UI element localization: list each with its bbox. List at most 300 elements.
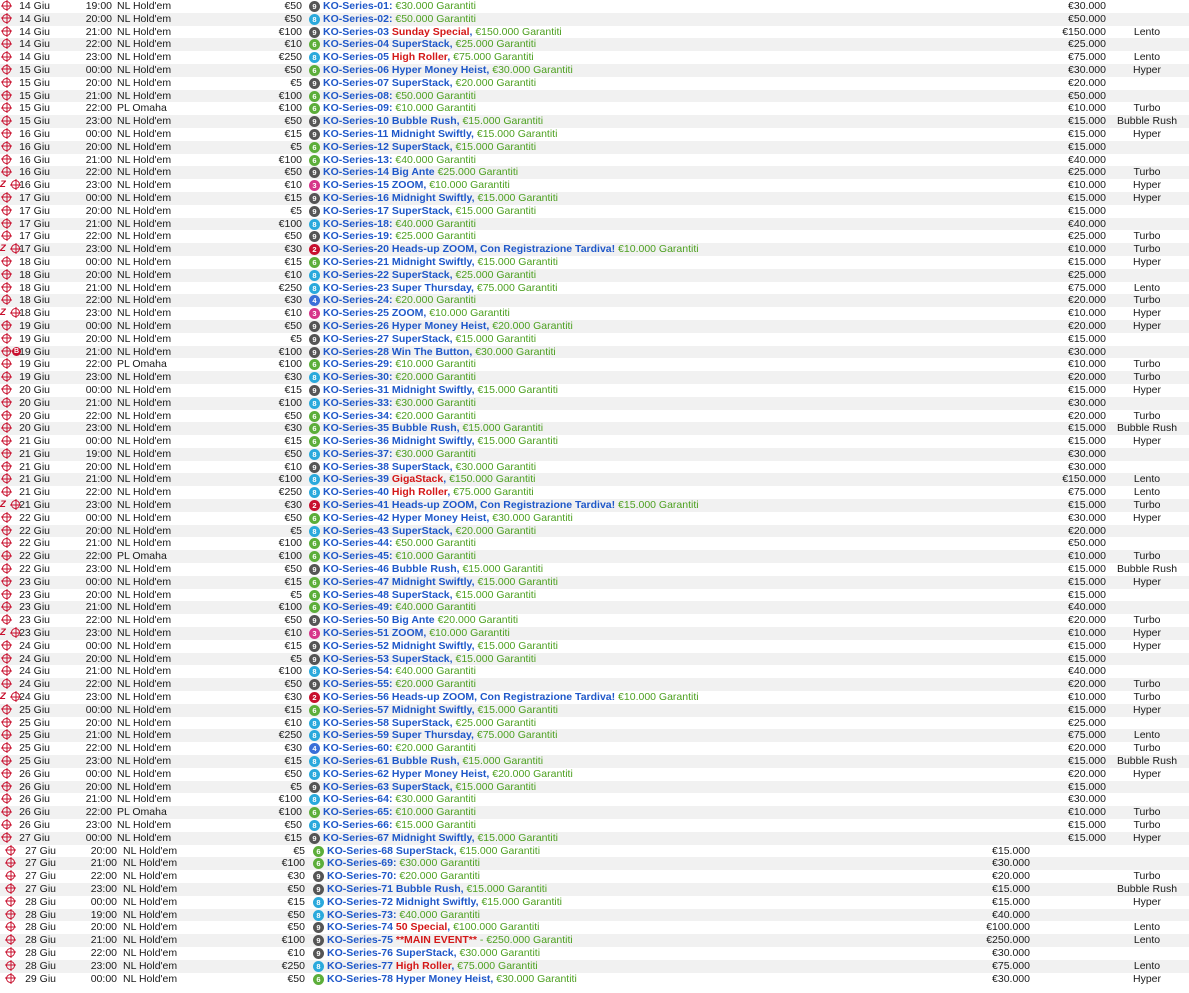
tournament-id[interactable]: KO-Series-76 bbox=[327, 946, 393, 959]
tournament-special[interactable]: **MAIN EVENT** bbox=[395, 934, 477, 947]
tournament-special[interactable]: SuperStack bbox=[391, 524, 450, 537]
tournament-special[interactable]: SuperStack bbox=[391, 38, 450, 51]
tournament-id[interactable]: KO-Series-40 bbox=[323, 486, 389, 499]
tournament-special[interactable]: SuperStack bbox=[391, 332, 450, 345]
tournament-id[interactable]: KO-Series-39 bbox=[323, 473, 389, 486]
tournament-id[interactable]: KO-Series-77 bbox=[327, 959, 393, 972]
tournament-special[interactable]: Midnight Swiftly bbox=[395, 895, 476, 908]
tournament-name-link[interactable] bbox=[323, 589, 536, 602]
game-cell: NL Hold'em bbox=[117, 601, 172, 614]
date-cell: 22 Giu bbox=[19, 524, 50, 537]
tournament-name-link[interactable] bbox=[323, 499, 699, 512]
tournament-special[interactable]: Heads-up ZOOM, Con Registrazione Tardiva! bbox=[391, 243, 616, 256]
tournament-id[interactable]: KO-Series-42 bbox=[323, 511, 389, 524]
table-row[interactable] bbox=[0, 64, 1189, 77]
tournament-name-link[interactable] bbox=[323, 205, 536, 218]
table-row[interactable] bbox=[0, 512, 1189, 525]
tournament-name-link[interactable] bbox=[327, 857, 480, 870]
table-row[interactable] bbox=[0, 435, 1189, 448]
table-row[interactable] bbox=[0, 678, 1189, 691]
tournament-id[interactable]: KO-Series-70 bbox=[327, 870, 393, 883]
table-row[interactable] bbox=[0, 781, 1189, 794]
tournament-id[interactable]: KO-Series-69 bbox=[327, 857, 393, 870]
tournament-id[interactable]: KO-Series-07 bbox=[323, 76, 389, 89]
tournament-name-link[interactable] bbox=[323, 410, 476, 423]
tournament-special[interactable]: ZOOM bbox=[391, 627, 424, 640]
table-row[interactable] bbox=[0, 819, 1189, 832]
tournament-name-link[interactable] bbox=[323, 320, 573, 333]
table-row[interactable] bbox=[0, 333, 1189, 346]
tournament-name-link[interactable] bbox=[323, 371, 476, 384]
tournament-name-link[interactable] bbox=[323, 691, 699, 704]
tournament-id[interactable]: KO-Series-53 bbox=[323, 652, 389, 665]
tournament-name-link[interactable] bbox=[323, 307, 510, 320]
tournament-special[interactable]: Midnight Swiftly bbox=[391, 435, 472, 448]
table-row[interactable] bbox=[0, 26, 1189, 39]
tournament-name-link[interactable] bbox=[323, 576, 558, 589]
tournament-special[interactable]: Midnight Swiftly bbox=[391, 831, 472, 844]
tournament-name-link[interactable] bbox=[323, 806, 476, 819]
tournament-id[interactable]: KO-Series-61 bbox=[323, 755, 389, 768]
tournament-id[interactable]: KO-Series-01 bbox=[323, 0, 389, 12]
tournament-special[interactable]: SuperStack bbox=[391, 716, 450, 729]
tournament-special[interactable]: Super Thursday bbox=[391, 281, 472, 294]
tournament-name-link[interactable] bbox=[323, 537, 476, 550]
table-row[interactable] bbox=[0, 768, 1189, 781]
tournament-id[interactable]: KO-Series-25 bbox=[323, 307, 389, 320]
tournament-name-link[interactable] bbox=[327, 845, 540, 858]
tournament-id[interactable]: KO-Series-63 bbox=[323, 780, 389, 793]
table-row[interactable] bbox=[0, 729, 1189, 742]
tournament-special[interactable]: High Roller bbox=[391, 486, 448, 499]
tournament-name-link[interactable] bbox=[323, 51, 534, 64]
buyin-cell: €10 bbox=[284, 716, 302, 729]
tournament-id[interactable]: KO-Series-26 bbox=[323, 319, 389, 332]
tournament-name-link[interactable] bbox=[323, 269, 536, 282]
tournament-id[interactable]: KO-Series-16 bbox=[323, 191, 389, 204]
tournament-id[interactable]: KO-Series-47 bbox=[323, 575, 389, 588]
tournament-id[interactable]: KO-Series-71 bbox=[327, 882, 393, 895]
table-row[interactable] bbox=[0, 13, 1189, 26]
tournament-special[interactable]: Heads-up ZOOM, Con Registrazione Tardiva! bbox=[391, 691, 616, 704]
buyin-cell: €15 bbox=[284, 703, 302, 716]
tournament-id[interactable]: KO-Series-65 bbox=[323, 806, 389, 819]
buyin-cell: €100 bbox=[278, 537, 302, 550]
tournament-special[interactable]: Hyper Money Heist bbox=[391, 511, 487, 524]
tournament-special[interactable]: Bubble Rush bbox=[391, 563, 457, 576]
table-row[interactable] bbox=[0, 691, 1189, 704]
table-row[interactable] bbox=[0, 614, 1189, 627]
tournament-id[interactable]: KO-Series-49 bbox=[323, 601, 389, 614]
tournament-name-link[interactable] bbox=[323, 755, 543, 768]
tournament-name-link[interactable] bbox=[327, 973, 577, 986]
tournament-id[interactable]: KO-Series-60 bbox=[323, 742, 389, 755]
table-row[interactable] bbox=[0, 973, 1189, 986]
tournament-name-link[interactable] bbox=[323, 512, 573, 525]
tournament-id[interactable]: KO-Series-20 bbox=[323, 243, 389, 256]
tournament-name-link[interactable] bbox=[323, 77, 536, 90]
tournament-special[interactable]: SuperStack bbox=[391, 268, 450, 281]
table-row[interactable] bbox=[0, 717, 1189, 730]
table-row[interactable] bbox=[0, 550, 1189, 563]
table-row[interactable] bbox=[0, 742, 1189, 755]
tournament-id[interactable]: KO-Series-27 bbox=[323, 332, 389, 345]
tournament-id[interactable]: KO-Series-72 bbox=[327, 895, 393, 908]
tournament-special[interactable]: Win The Button bbox=[391, 345, 470, 358]
tournament-name-link[interactable] bbox=[323, 742, 476, 755]
table-row[interactable] bbox=[0, 793, 1189, 806]
tournament-name-link[interactable] bbox=[323, 704, 558, 717]
tournament-name-link[interactable] bbox=[323, 768, 573, 781]
table-row[interactable] bbox=[0, 320, 1189, 333]
tournament-id[interactable]: KO-Series-33 bbox=[323, 396, 389, 409]
tournament-special[interactable]: Hyper Money Heist bbox=[391, 767, 487, 780]
tournament-id[interactable]: KO-Series-50 bbox=[323, 614, 389, 627]
tournament-name-link[interactable] bbox=[323, 819, 476, 832]
tournament-special[interactable]: High Roller bbox=[391, 51, 448, 64]
tournament-name-link[interactable] bbox=[323, 218, 476, 231]
table-row[interactable] bbox=[0, 627, 1189, 640]
table-row[interactable] bbox=[0, 845, 1189, 858]
tournament-name-link[interactable] bbox=[323, 0, 476, 13]
table-row[interactable] bbox=[0, 653, 1189, 666]
tournament-name-link[interactable] bbox=[327, 921, 540, 934]
table-row[interactable] bbox=[0, 230, 1189, 243]
table-row[interactable] bbox=[0, 307, 1189, 320]
tournament-name-link[interactable] bbox=[323, 832, 558, 845]
tournament-id[interactable]: KO-Series-68 bbox=[327, 844, 393, 857]
guarantee-amount: €10.000 bbox=[1068, 550, 1106, 563]
tournament-name-link[interactable] bbox=[323, 26, 562, 39]
table-row[interactable] bbox=[0, 294, 1189, 307]
tournament-name-link[interactable] bbox=[323, 230, 476, 243]
table-row[interactable] bbox=[0, 499, 1189, 512]
tournament-special[interactable]: Big Ante bbox=[391, 614, 435, 627]
tournament-id[interactable]: KO-Series-67 bbox=[323, 831, 389, 844]
tournament-id[interactable]: KO-Series-09 bbox=[323, 102, 389, 115]
tournament-id[interactable]: KO-Series-11 bbox=[323, 127, 389, 140]
tournament-special[interactable]: Midnight Swiftly bbox=[391, 383, 472, 396]
tournament-name-link[interactable] bbox=[323, 563, 543, 576]
tournament-id[interactable]: KO-Series-43 bbox=[323, 524, 389, 537]
tournament-special[interactable]: Midnight Swiftly bbox=[391, 639, 472, 652]
tournament-id[interactable]: KO-Series-14 bbox=[323, 166, 389, 179]
tournament-name-link[interactable] bbox=[323, 64, 573, 77]
tournament-name-link[interactable] bbox=[327, 870, 480, 883]
tournament-name-link[interactable] bbox=[323, 102, 476, 115]
tournament-id[interactable]: KO-Series-75 bbox=[327, 934, 393, 947]
table-row[interactable] bbox=[0, 870, 1189, 883]
tournament-name-link[interactable] bbox=[323, 384, 558, 397]
table-row[interactable] bbox=[0, 179, 1189, 192]
tournament-name-link[interactable] bbox=[323, 729, 557, 742]
tournament-name-link[interactable] bbox=[323, 294, 476, 307]
tournament-name-link[interactable] bbox=[327, 883, 547, 896]
tournament-name-link[interactable] bbox=[327, 947, 540, 960]
tournament-id[interactable]: KO-Series-73 bbox=[327, 908, 393, 921]
tournament-id[interactable]: KO-Series-59 bbox=[323, 729, 389, 742]
tournament-id[interactable]: KO-Series-46 bbox=[323, 563, 389, 576]
table-row[interactable] bbox=[0, 371, 1189, 384]
tournament-special[interactable]: Midnight Swiftly bbox=[391, 703, 472, 716]
tournament-name-link[interactable] bbox=[323, 653, 536, 666]
tournament-name-link[interactable] bbox=[323, 448, 476, 461]
tournament-special[interactable]: Super Thursday bbox=[391, 729, 472, 742]
tournament-name-link[interactable] bbox=[323, 486, 534, 499]
tournament-special[interactable]: SuperStack bbox=[391, 652, 450, 665]
tournament-id[interactable]: KO-Series-45 bbox=[323, 550, 389, 563]
tournament-name-link[interactable] bbox=[323, 192, 558, 205]
tournament-name-link[interactable] bbox=[323, 38, 536, 51]
tournament-name-link[interactable] bbox=[323, 678, 476, 691]
tournament-name-link[interactable] bbox=[323, 422, 543, 435]
tournament-id[interactable]: KO-Series-58 bbox=[323, 716, 389, 729]
game-cell: NL Hold'em bbox=[117, 831, 172, 844]
table-row[interactable] bbox=[0, 397, 1189, 410]
table-row[interactable] bbox=[0, 0, 1189, 13]
tournament-special[interactable]: ZOOM bbox=[391, 179, 424, 192]
table-row[interactable] bbox=[0, 934, 1189, 947]
tournament-name-link[interactable] bbox=[323, 154, 476, 167]
table-row[interactable] bbox=[0, 282, 1189, 295]
tournament-id[interactable]: KO-Series-57 bbox=[323, 703, 389, 716]
tournament-name-link[interactable] bbox=[323, 550, 476, 563]
tournament-special[interactable]: Midnight Swiftly bbox=[391, 255, 472, 268]
table-row[interactable] bbox=[0, 90, 1189, 103]
tournament-name-link[interactable] bbox=[323, 358, 476, 371]
tournament-id[interactable]: KO-Series-04 bbox=[323, 38, 389, 51]
tournament-name-link[interactable] bbox=[323, 781, 536, 794]
tournament-id[interactable]: KO-Series-78 bbox=[327, 972, 393, 985]
table-row[interactable] bbox=[0, 422, 1189, 435]
table-row[interactable] bbox=[0, 166, 1189, 179]
tournament-name-link[interactable] bbox=[323, 128, 557, 141]
table-row[interactable] bbox=[0, 102, 1189, 115]
tournament-name-link[interactable] bbox=[323, 665, 476, 678]
table-row[interactable] bbox=[0, 51, 1189, 64]
tournament-id[interactable]: KO-Series-66 bbox=[323, 819, 389, 831]
title-separator: : bbox=[388, 793, 393, 806]
tournament-name-link[interactable] bbox=[323, 793, 476, 806]
tournament-id[interactable]: KO-Series-30 bbox=[323, 371, 389, 384]
table-row[interactable] bbox=[0, 921, 1189, 934]
table-row[interactable] bbox=[0, 448, 1189, 461]
tournament-name-link[interactable] bbox=[323, 614, 518, 627]
table-row[interactable] bbox=[0, 525, 1189, 538]
tournament-id[interactable]: KO-Series-02 bbox=[323, 12, 389, 25]
tournament-name-link[interactable] bbox=[323, 166, 518, 179]
tournament-id[interactable]: KO-Series-17 bbox=[323, 204, 389, 217]
tournament-special[interactable]: Bubble Rush bbox=[391, 115, 457, 128]
tournament-name-link[interactable] bbox=[323, 282, 557, 295]
table-row[interactable] bbox=[0, 947, 1189, 960]
table-row[interactable] bbox=[0, 960, 1189, 973]
tournament-id[interactable]: KO-Series-21 bbox=[323, 255, 389, 268]
tournament-name-link[interactable] bbox=[323, 473, 535, 486]
tournament-id[interactable]: KO-Series-62 bbox=[323, 767, 389, 780]
table-row[interactable] bbox=[0, 601, 1189, 614]
table-row[interactable] bbox=[0, 640, 1189, 653]
table-row[interactable] bbox=[0, 128, 1189, 141]
tournament-name-link[interactable] bbox=[323, 243, 699, 256]
tournament-special[interactable]: GigaStack bbox=[391, 473, 444, 486]
tournament-name-link[interactable] bbox=[323, 640, 558, 653]
tournament-id[interactable]: KO-Series-64 bbox=[323, 793, 389, 806]
tournament-special[interactable]: Bubble Rush bbox=[391, 755, 457, 768]
table-row[interactable] bbox=[0, 755, 1189, 768]
tournament-id[interactable]: KO-Series-36 bbox=[323, 435, 389, 448]
tournament-name-link[interactable] bbox=[327, 896, 562, 909]
tournament-special[interactable]: SuperStack bbox=[391, 780, 450, 793]
table-row[interactable] bbox=[0, 243, 1189, 256]
game-cell: NL Hold'em bbox=[117, 409, 172, 422]
table-row[interactable] bbox=[0, 806, 1189, 819]
tournament-id[interactable]: KO-Series-19 bbox=[323, 230, 389, 243]
tournament-name-link[interactable] bbox=[323, 627, 510, 640]
tournament-id[interactable]: KO-Series-74 bbox=[327, 921, 393, 934]
table-row[interactable] bbox=[0, 857, 1189, 870]
table-row[interactable] bbox=[0, 205, 1189, 218]
tournament-special[interactable]: Hyper Money Heist bbox=[391, 63, 487, 76]
table-row[interactable] bbox=[0, 192, 1189, 205]
table-row[interactable] bbox=[0, 358, 1189, 371]
seats-badge: 4 bbox=[309, 743, 320, 754]
table-row[interactable] bbox=[0, 537, 1189, 550]
tournament-name-link[interactable] bbox=[323, 346, 556, 359]
tournament-name-link[interactable] bbox=[323, 13, 476, 26]
tournament-special[interactable]: Bubble Rush bbox=[391, 422, 457, 435]
table-row[interactable] bbox=[0, 589, 1189, 602]
title-separator: : bbox=[388, 742, 393, 755]
tournament-id[interactable]: KO-Series-51 bbox=[323, 627, 389, 640]
table-row[interactable] bbox=[0, 665, 1189, 678]
tournament-id[interactable]: KO-Series-52 bbox=[323, 639, 389, 652]
tournament-id[interactable]: KO-Series-10 bbox=[323, 115, 389, 128]
table-row[interactable] bbox=[0, 384, 1189, 397]
tournament-special[interactable]: Midnight Swiftly bbox=[391, 127, 472, 140]
tournament-special[interactable]: SuperStack bbox=[395, 844, 454, 857]
tournament-special[interactable]: ZOOM bbox=[391, 307, 424, 320]
tournament-id[interactable]: KO-Series-54 bbox=[323, 665, 389, 678]
tournament-id[interactable]: KO-Series-24 bbox=[323, 294, 389, 307]
tournament-name-link[interactable] bbox=[323, 717, 536, 730]
tournament-id[interactable]: KO-Series-23 bbox=[323, 281, 389, 294]
tournament-name-link[interactable] bbox=[323, 397, 476, 410]
tournament-id[interactable]: KO-Series-29 bbox=[323, 358, 389, 371]
tournament-special[interactable]: SuperStack bbox=[395, 946, 454, 959]
tournament-id[interactable]: KO-Series-31 bbox=[323, 383, 389, 396]
table-row[interactable] bbox=[0, 38, 1189, 51]
table-row[interactable] bbox=[0, 410, 1189, 423]
tournament-special[interactable]: Sunday Special bbox=[391, 25, 470, 38]
tournament-id[interactable]: KO-Series-15 bbox=[323, 179, 389, 192]
tournament-special[interactable]: Midnight Swiftly bbox=[391, 191, 472, 204]
tournament-id[interactable]: KO-Series-38 bbox=[323, 460, 389, 473]
tournament-id[interactable]: KO-Series-18 bbox=[323, 217, 389, 230]
tournament-name-link[interactable] bbox=[323, 90, 476, 103]
tournament-id[interactable]: KO-Series-55 bbox=[323, 678, 389, 691]
tournament-special[interactable]: SuperStack bbox=[391, 204, 450, 217]
tournament-id[interactable]: KO-Series-05 bbox=[323, 51, 389, 64]
table-row[interactable] bbox=[0, 77, 1189, 90]
tournament-id[interactable]: KO-Series-08 bbox=[323, 89, 389, 102]
tournament-id[interactable]: KO-Series-48 bbox=[323, 588, 389, 601]
tournament-special[interactable]: SuperStack bbox=[391, 460, 450, 473]
tournament-id[interactable]: KO-Series-35 bbox=[323, 422, 389, 435]
table-row[interactable] bbox=[0, 896, 1189, 909]
tournament-name-link[interactable] bbox=[323, 333, 536, 346]
tournament-special[interactable]: 50 Special bbox=[395, 921, 448, 934]
table-row[interactable] bbox=[0, 832, 1189, 845]
table-row[interactable] bbox=[0, 486, 1189, 499]
table-row[interactable] bbox=[0, 576, 1189, 589]
tournament-name-link[interactable] bbox=[323, 461, 536, 474]
table-row[interactable] bbox=[0, 909, 1189, 922]
tournament-special[interactable]: SuperStack bbox=[391, 76, 450, 89]
table-row[interactable] bbox=[0, 346, 1189, 359]
table-row[interactable] bbox=[0, 141, 1189, 154]
tournament-id[interactable]: KO-Series-12 bbox=[323, 140, 389, 153]
tournament-special[interactable]: Hyper Money Heist bbox=[395, 972, 491, 985]
time-cell: 22:00 bbox=[85, 166, 112, 179]
tournament-id[interactable]: KO-Series-03 bbox=[323, 25, 389, 38]
table-row[interactable] bbox=[0, 154, 1189, 167]
table-row[interactable] bbox=[0, 883, 1189, 896]
tournament-special[interactable]: High Roller bbox=[395, 959, 452, 972]
tournament-name-link[interactable] bbox=[323, 256, 558, 269]
tournament-id[interactable]: KO-Series-56 bbox=[323, 691, 389, 704]
tournament-id[interactable]: KO-Series-34 bbox=[323, 409, 389, 422]
tournament-id[interactable]: KO-Series-13 bbox=[323, 153, 389, 166]
tournament-name-link[interactable] bbox=[323, 179, 510, 192]
tournament-name-link[interactable] bbox=[323, 115, 543, 128]
tournament-name-link[interactable] bbox=[327, 934, 573, 947]
tournament-special[interactable]: Hyper Money Heist bbox=[391, 319, 487, 332]
title-separator: , bbox=[453, 946, 457, 959]
tournament-special[interactable]: SuperStack bbox=[391, 140, 450, 153]
table-row[interactable] bbox=[0, 473, 1189, 486]
tournament-special[interactable]: Heads-up ZOOM, Con Registrazione Tardiva! bbox=[391, 499, 616, 512]
table-row[interactable] bbox=[0, 269, 1189, 282]
table-row[interactable] bbox=[0, 704, 1189, 717]
tournament-id[interactable]: KO-Series-22 bbox=[323, 268, 389, 281]
time-cell: 21:00 bbox=[85, 281, 112, 294]
table-row[interactable] bbox=[0, 256, 1189, 269]
tournament-id[interactable]: KO-Series-37 bbox=[323, 447, 389, 460]
tournament-id[interactable]: KO-Series-44 bbox=[323, 537, 389, 550]
title-separator: : bbox=[388, 665, 393, 678]
tournament-name-link[interactable] bbox=[323, 141, 536, 154]
tournament-name-link[interactable] bbox=[323, 601, 476, 614]
table-row[interactable] bbox=[0, 218, 1189, 231]
tournament-special[interactable]: Midnight Swiftly bbox=[391, 575, 472, 588]
tournament-special[interactable]: Bubble Rush bbox=[395, 882, 461, 895]
tournament-special[interactable]: Big Ante bbox=[391, 166, 435, 179]
tournament-name-link[interactable] bbox=[323, 525, 536, 538]
tournament-name-link[interactable] bbox=[327, 909, 480, 922]
tournament-name-link[interactable] bbox=[327, 960, 538, 973]
buyin-cell: €15 bbox=[284, 831, 302, 844]
tournament-id[interactable]: KO-Series-28 bbox=[323, 345, 389, 358]
tournament-special[interactable]: SuperStack bbox=[391, 588, 450, 601]
tournament-id[interactable]: KO-Series-41 bbox=[323, 499, 389, 512]
table-row[interactable] bbox=[0, 563, 1189, 576]
table-row[interactable] bbox=[0, 461, 1189, 474]
table-row[interactable] bbox=[0, 115, 1189, 128]
tournament-name-link[interactable] bbox=[323, 435, 558, 448]
tournament-id[interactable]: KO-Series-06 bbox=[323, 63, 389, 76]
title-separator: : bbox=[388, 806, 393, 819]
